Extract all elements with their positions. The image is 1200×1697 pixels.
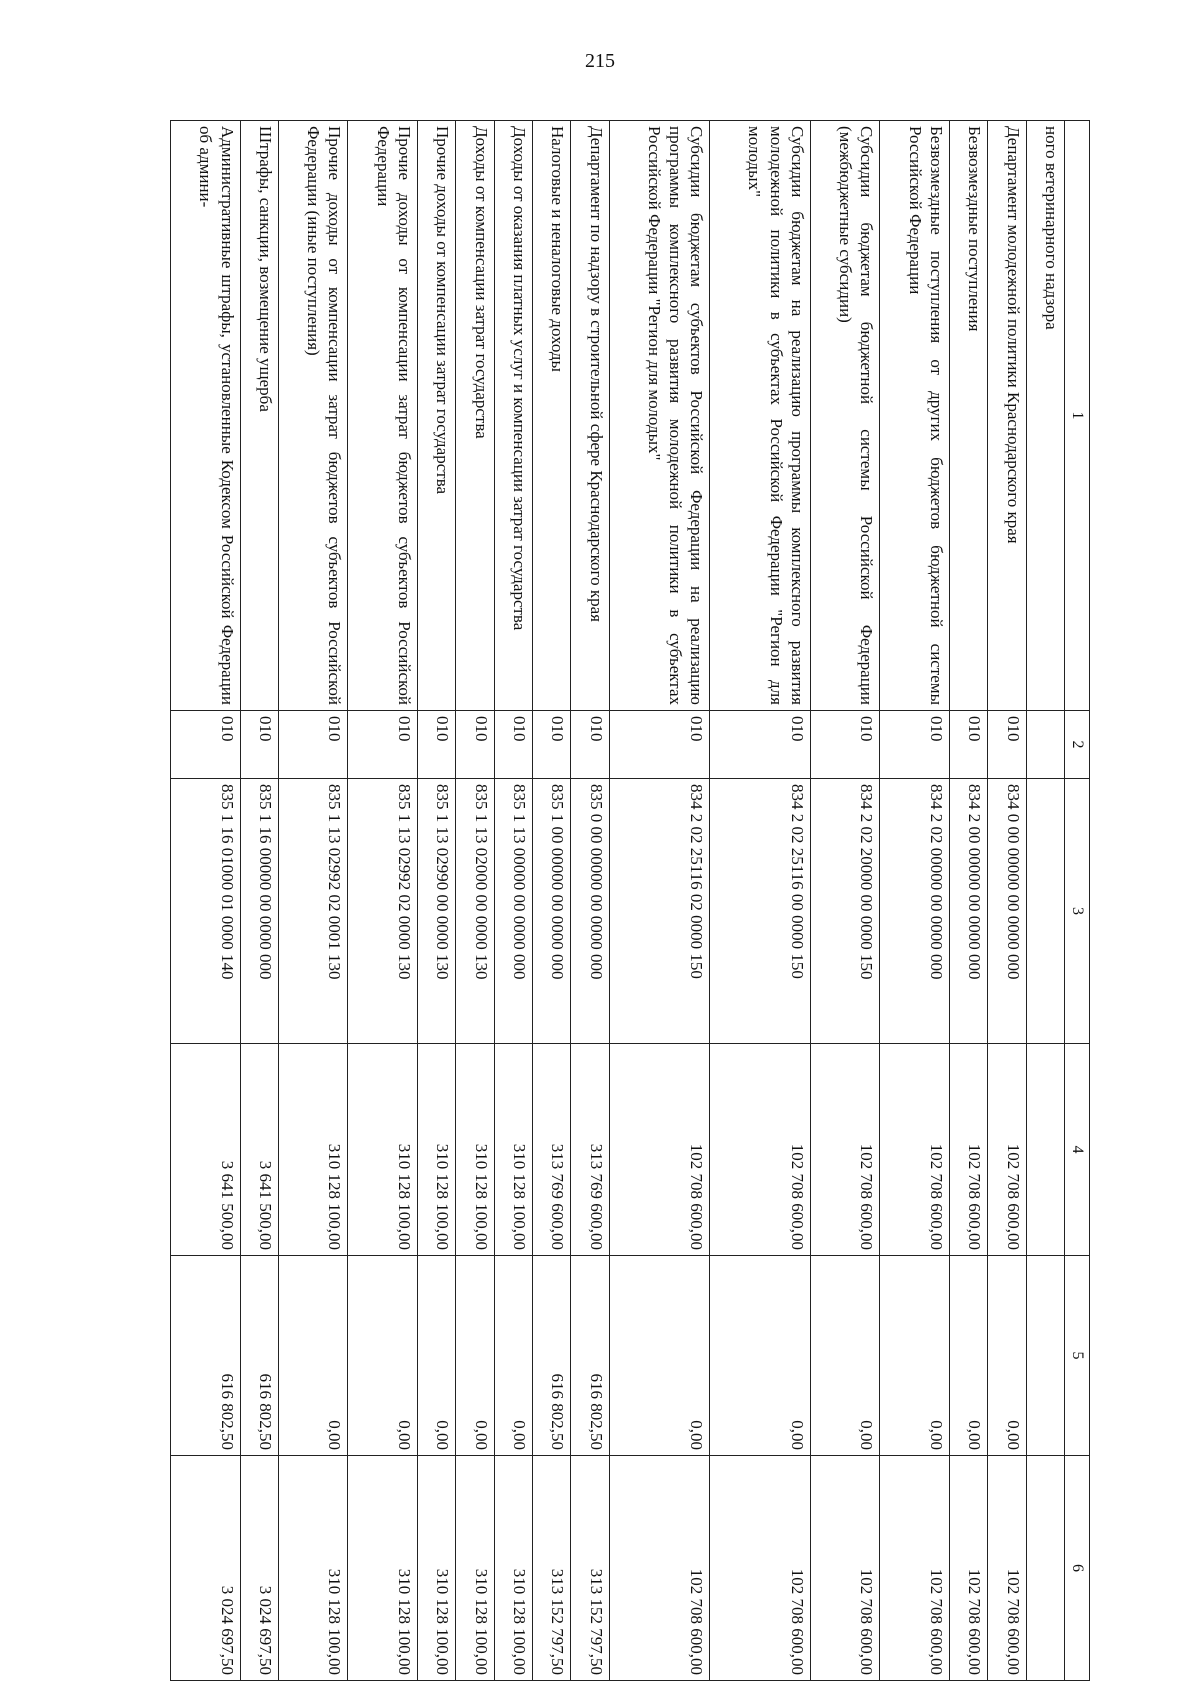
row-value-cell: 3 024 697,50 <box>240 1456 278 1681</box>
row-value-cell: 313 769 600,00 <box>533 1044 571 1256</box>
table-row <box>240 121 278 1681</box>
row-value-cell: 0,00 <box>949 1256 987 1456</box>
table-row <box>1026 121 1064 1681</box>
row-value-cell: 010 <box>710 711 811 779</box>
row-value-cell: 835 1 16 00000 00 0000 000 <box>240 779 278 1044</box>
row-label-cell: Прочие доходы от компенсации затрат бюджетов субъектов Российской Федерации <box>348 121 417 711</box>
row-value-cell: 310 128 100,00 <box>348 1456 417 1681</box>
table-row <box>609 121 710 1681</box>
table-row <box>810 121 879 1681</box>
row-value-cell: 616 802,50 <box>240 1256 278 1456</box>
row-label-cell: Налоговые и неналоговые доходы <box>533 121 571 711</box>
row-value-cell: 3 641 500,00 <box>240 1044 278 1256</box>
row-label-cell: Субсидии бюджетам субъектов Российской Федерации на реализацию программы комплексного развития молодежной политики в субъектах Российской Федерации "Регион для молодых" <box>609 121 710 711</box>
row-label-cell: Административные штрафы, установленные Кодексом Российской Федерации об админи- <box>171 121 241 711</box>
table-row <box>456 121 494 1681</box>
column-header: 4 <box>1065 1044 1090 1256</box>
row-label-cell: Безвозмездные поступления <box>949 121 987 711</box>
row-value-cell: 102 708 600,00 <box>710 1044 811 1256</box>
column-header: 1 <box>1065 121 1090 711</box>
header-row <box>1065 121 1090 1681</box>
row-value-cell: 310 128 100,00 <box>417 1456 455 1681</box>
row-value-cell: 835 1 00 00000 00 0000 000 <box>533 779 571 1044</box>
row-value-cell: 0,00 <box>880 1256 949 1456</box>
row-value-cell: 834 2 00 00000 00 0000 000 <box>949 779 987 1044</box>
row-value-cell: 102 708 600,00 <box>880 1456 949 1681</box>
row-value-cell: 102 708 600,00 <box>988 1456 1026 1681</box>
column-header: 2 <box>1065 711 1090 779</box>
row-value-cell <box>1026 1044 1064 1256</box>
table-row <box>171 121 241 1681</box>
row-value-cell: 0,00 <box>988 1256 1026 1456</box>
column-header: 5 <box>1065 1256 1090 1456</box>
row-label-cell: Прочие доходы от компенсации затрат бюджетов субъектов Российской Федерации (иные поступления) <box>278 121 347 711</box>
row-value-cell: 010 <box>880 711 949 779</box>
table-row <box>348 121 417 1681</box>
row-value-cell: 010 <box>171 711 241 779</box>
row-value-cell: 0,00 <box>456 1256 494 1456</box>
row-value-cell: 616 802,50 <box>533 1256 571 1456</box>
table-row <box>417 121 455 1681</box>
row-value-cell <box>1026 711 1064 779</box>
row-value-cell: 834 2 02 25116 02 0000 150 <box>609 779 710 1044</box>
row-value-cell: 010 <box>571 711 609 779</box>
row-value-cell: 010 <box>278 711 347 779</box>
table-row <box>988 121 1026 1681</box>
row-value-cell: 834 2 02 25116 00 0000 150 <box>710 779 811 1044</box>
row-value-cell: 102 708 600,00 <box>710 1456 811 1681</box>
row-value-cell: 310 128 100,00 <box>417 1044 455 1256</box>
row-value-cell: 102 708 600,00 <box>609 1456 710 1681</box>
row-value-cell: 0,00 <box>810 1256 879 1456</box>
row-value-cell: 835 1 13 02990 00 0000 130 <box>417 779 455 1044</box>
row-value-cell: 310 128 100,00 <box>494 1456 532 1681</box>
row-label-cell: Департамент молодежной политики Краснодарского края <box>988 121 1026 711</box>
row-value-cell: 010 <box>609 711 710 779</box>
row-value-cell <box>1026 779 1064 1044</box>
row-label-cell: Доходы от оказания платных услуг и компенсации затрат государства <box>494 121 532 711</box>
row-value-cell: 835 1 13 02992 02 0001 130 <box>278 779 347 1044</box>
row-value-cell: 102 708 600,00 <box>988 1044 1026 1256</box>
row-label-cell: Субсидии бюджетам на реализацию программы комплексного развития молодежной политики в субъектах Российской Федерации "Регион для молодых" <box>710 121 811 711</box>
row-value-cell: 0,00 <box>417 1256 455 1456</box>
row-value-cell: 010 <box>949 711 987 779</box>
row-value-cell: 835 1 13 00000 00 0000 000 <box>494 779 532 1044</box>
table-row <box>278 121 347 1681</box>
table-row <box>949 121 987 1681</box>
row-label-cell: Безвозмездные поступления от других бюджетов бюджетной системы Российской Федерации <box>880 121 949 711</box>
row-value-cell: 0,00 <box>710 1256 811 1456</box>
row-value-cell: 313 769 600,00 <box>571 1044 609 1256</box>
row-value-cell: 010 <box>810 711 879 779</box>
row-label-cell: Субсидии бюджетам бюджетной системы Российской Федерации (межбюджетные субсидии) <box>810 121 879 711</box>
table-row <box>494 121 532 1681</box>
row-value-cell: 835 1 13 02992 02 0000 130 <box>348 779 417 1044</box>
row-value-cell: 310 128 100,00 <box>348 1044 417 1256</box>
row-label-cell: Департамент по надзору в строительной сфере Краснодарского края <box>571 121 609 711</box>
column-header: 3 <box>1065 779 1090 1044</box>
row-value-cell <box>1026 1256 1064 1456</box>
row-value-cell: 310 128 100,00 <box>456 1456 494 1681</box>
row-value-cell: 010 <box>494 711 532 779</box>
row-label-cell: ного ветеринарного надзора <box>1026 121 1064 711</box>
row-value-cell: 102 708 600,00 <box>949 1044 987 1256</box>
row-value-cell: 313 152 797,50 <box>533 1456 571 1681</box>
row-value-cell: 010 <box>417 711 455 779</box>
rotated-table-container <box>170 120 1090 1680</box>
row-label-cell: Доходы от компенсации затрат государства <box>456 121 494 711</box>
row-label-cell: Прочие доходы от компенсации затрат государства <box>417 121 455 711</box>
column-header: 6 <box>1065 1456 1090 1681</box>
row-value-cell: 3 641 500,00 <box>171 1044 241 1256</box>
row-value-cell: 835 0 00 00000 00 0000 000 <box>571 779 609 1044</box>
row-value-cell: 834 2 02 00000 00 0000 000 <box>880 779 949 1044</box>
row-value-cell: 834 2 02 20000 00 0000 150 <box>810 779 879 1044</box>
row-value-cell: 010 <box>988 711 1026 779</box>
row-value-cell: 835 1 16 01000 01 0000 140 <box>171 779 241 1044</box>
row-value-cell: 616 802,50 <box>571 1256 609 1456</box>
row-value-cell: 3 024 697,50 <box>171 1456 241 1681</box>
row-value-cell: 310 128 100,00 <box>494 1044 532 1256</box>
row-value-cell: 010 <box>533 711 571 779</box>
row-value-cell: 313 152 797,50 <box>571 1456 609 1681</box>
row-value-cell: 102 708 600,00 <box>949 1456 987 1681</box>
table-row <box>710 121 811 1681</box>
row-value-cell: 0,00 <box>494 1256 532 1456</box>
row-value-cell: 010 <box>240 711 278 779</box>
row-value-cell: 102 708 600,00 <box>880 1044 949 1256</box>
row-value-cell <box>1026 1456 1064 1681</box>
row-value-cell: 834 0 00 00000 00 0000 000 <box>988 779 1026 1044</box>
row-value-cell: 310 128 100,00 <box>278 1456 347 1681</box>
page-number: 215 <box>585 50 615 72</box>
table-row <box>880 121 949 1681</box>
revenue-table <box>170 120 1090 1681</box>
row-value-cell: 102 708 600,00 <box>810 1456 879 1681</box>
row-value-cell: 010 <box>456 711 494 779</box>
row-value-cell: 010 <box>348 711 417 779</box>
row-value-cell: 310 128 100,00 <box>278 1044 347 1256</box>
row-value-cell: 102 708 600,00 <box>609 1044 710 1256</box>
row-value-cell: 102 708 600,00 <box>810 1044 879 1256</box>
row-value-cell: 310 128 100,00 <box>456 1044 494 1256</box>
row-label-cell: Штрафы, санкции, возмещение ущерба <box>240 121 278 711</box>
table-row <box>571 121 609 1681</box>
row-value-cell: 835 1 13 02000 00 0000 130 <box>456 779 494 1044</box>
row-value-cell: 0,00 <box>609 1256 710 1456</box>
row-value-cell: 0,00 <box>278 1256 347 1456</box>
row-value-cell: 616 802,50 <box>171 1256 241 1456</box>
table-row <box>533 121 571 1681</box>
row-value-cell: 0,00 <box>348 1256 417 1456</box>
